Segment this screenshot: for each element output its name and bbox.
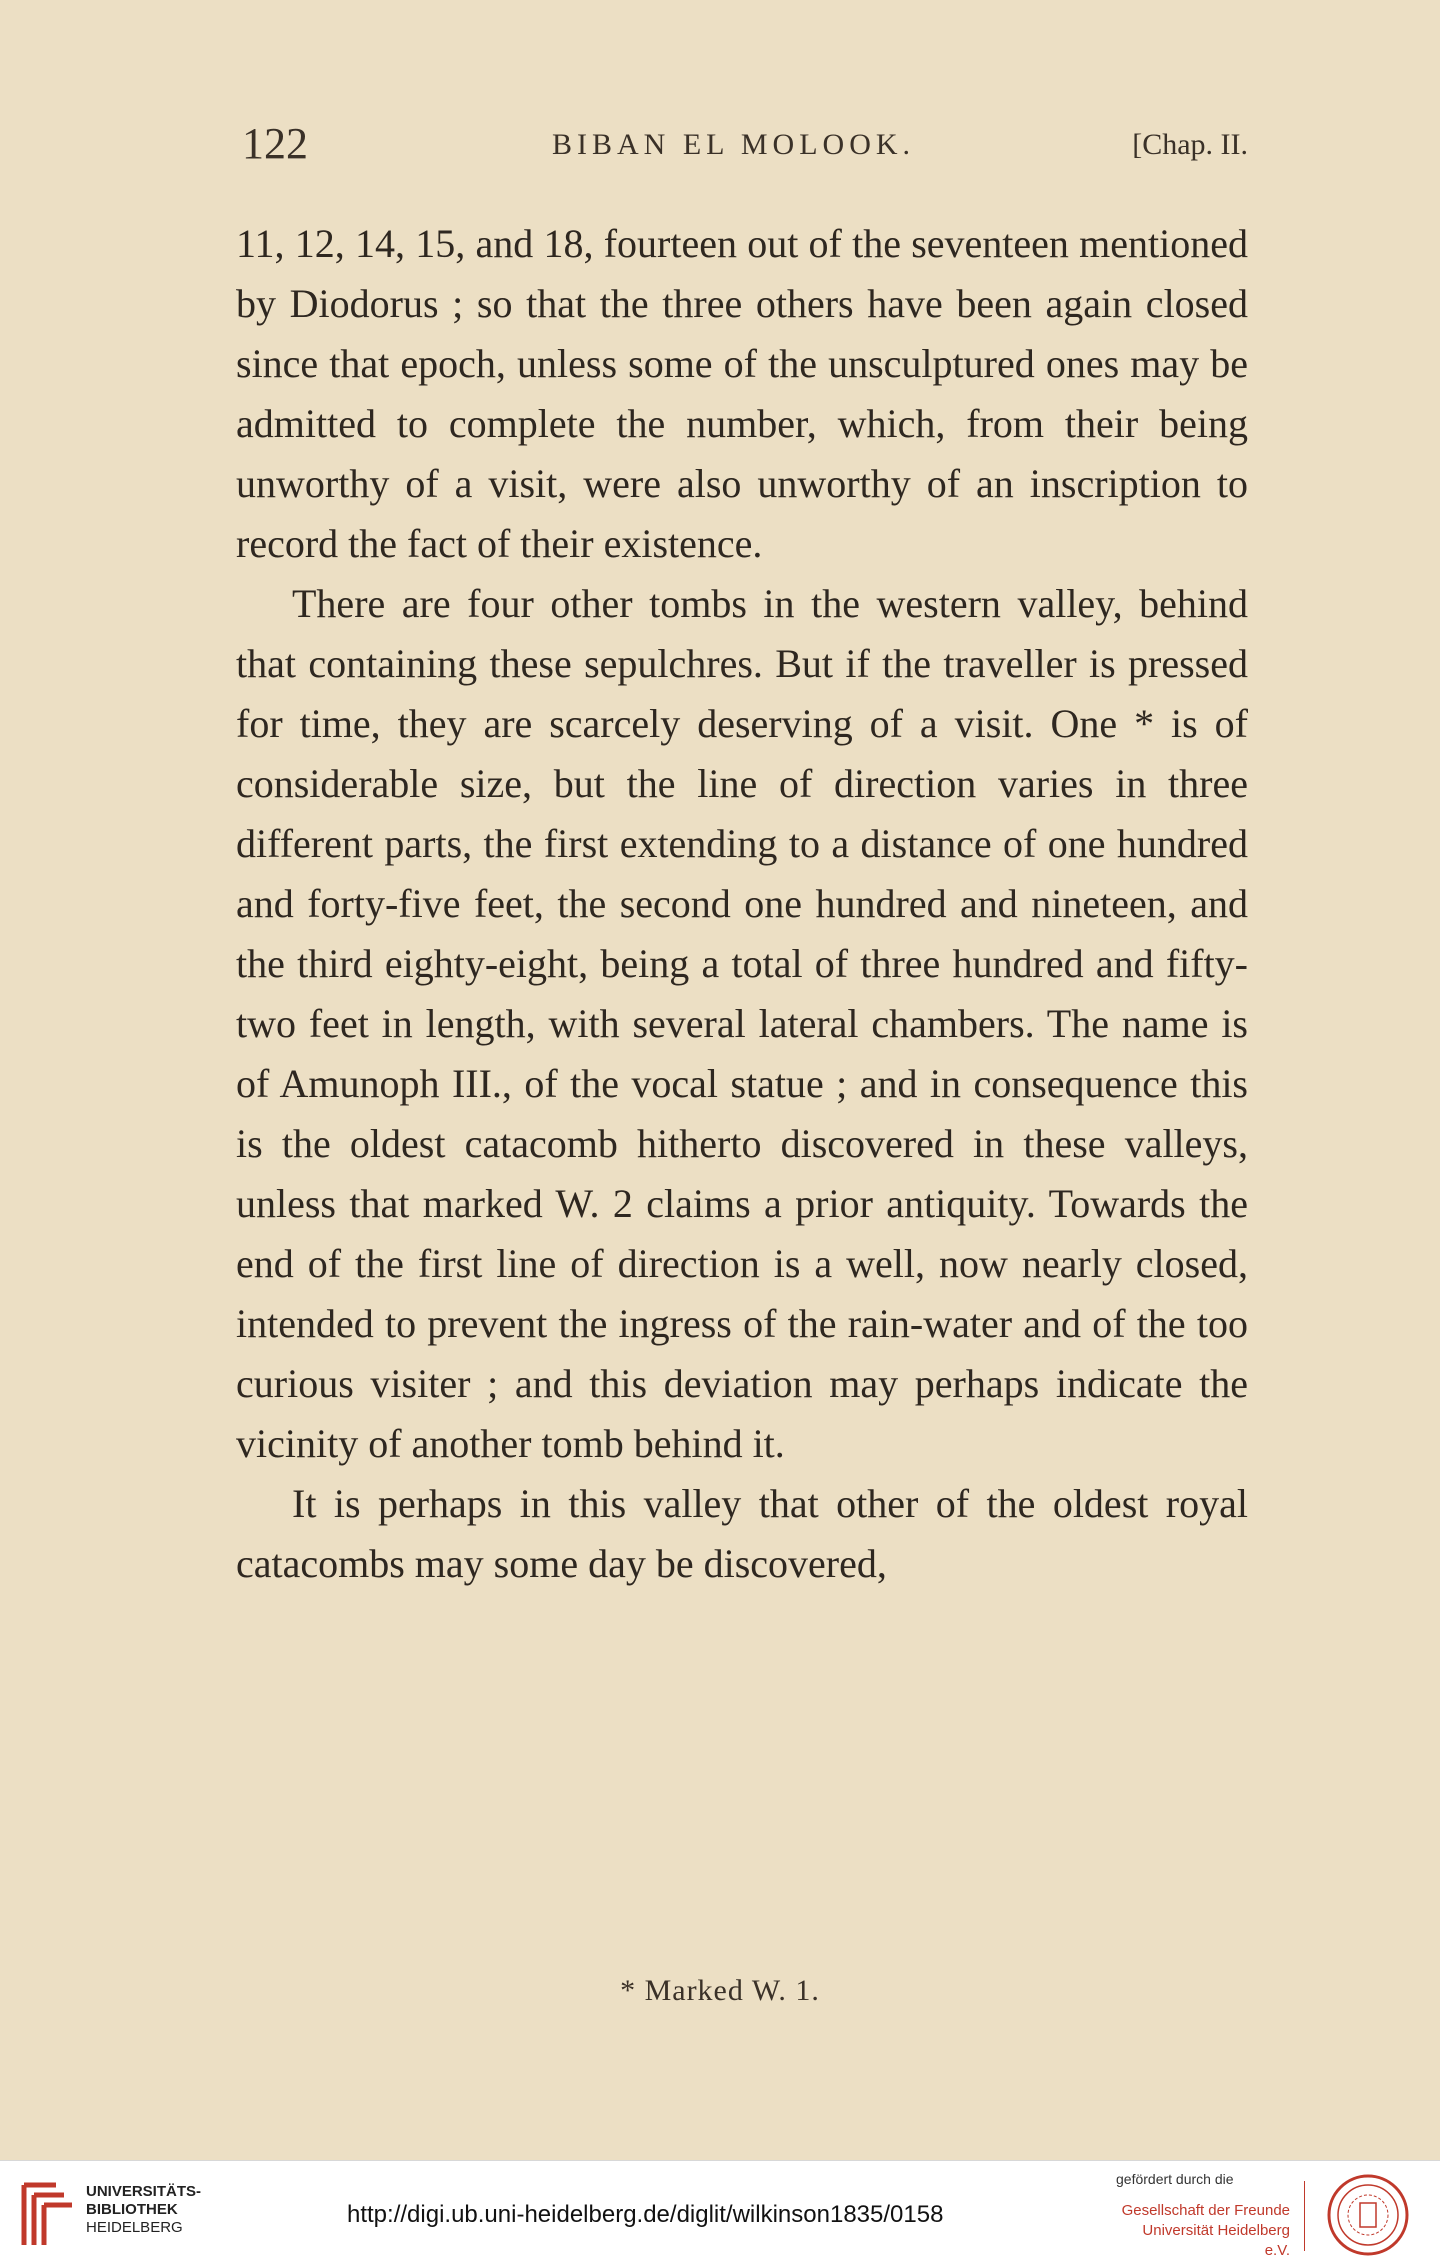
library-name-line1: UNIVERSITÄTS-: [86, 2183, 202, 2200]
footnote: * Marked W. 1.: [620, 1974, 820, 2007]
page-header: [242, 118, 1248, 178]
paragraph-1: 11, 12, 14, 15, and 18, fourteen out of the seventeen mentioned by Diodorus ; so that the three others have been again closed since that epoch, unless some of the unsculptured ones may be admitted to complete the number, which, from their being unworthy of a visit, were also unworthy of an inscription to record the fact of their existence.: [236, 221, 1248, 566]
funded-by-label: gefördert durch die: [1116, 2171, 1234, 2187]
library-name-line3: HEIDELBERG: [86, 2219, 183, 2236]
library-name: [86, 2183, 201, 2237]
source-url-link[interactable]: http://digi.ub.uni-heidelberg.de/diglit/wilkinson1835/0158: [347, 2201, 944, 2228]
society-name-line2: Universität Heidelberg e.V.: [1142, 2222, 1290, 2259]
chapter-label: [Chap. II.: [1132, 128, 1248, 161]
society-name-line1: Gesellschaft der Freunde: [1121, 2202, 1290, 2219]
society-name: [1120, 2201, 1290, 2261]
library-logo-icon: [16, 2179, 78, 2251]
running-title: BIBAN EL MOLOOK.: [552, 128, 916, 161]
university-seal-icon: [1326, 2173, 1410, 2257]
library-name-line2: BIBLIOTHEK: [86, 2201, 178, 2218]
body-text: [236, 214, 1248, 1594]
page-number: 122: [242, 119, 308, 168]
digitization-footer: [0, 2160, 1440, 2267]
paragraph-3: It is perhaps in this valley that other of the oldest royal catacombs may some day be discovered,: [236, 1481, 1248, 1586]
paragraph-2: There are four other tombs in the western valley, behind that containing these sepulchres. But if the traveller is pressed for time, they are scarcely deserving of a visit. One * is of considerable size, but the line of direction varies in three different parts, the first extending to a distance of one hundred and forty-five feet, the second one hundred and nineteen, and the third eighty-eight, being a total of three hundred and fifty-two feet in length, with several lateral chambers. The name is of Amunoph III., of the vocal statue ; and in consequence this is the oldest catacomb hitherto discovered in these valleys, unless that marked W. 2 claims a prior antiquity. Towards the end of the first line of direction is a well, now nearly closed, intended to prevent the ingress of the rain-water and of the too curious visiter ; and this deviation may perhaps indicate the vicinity of another tomb behind it.: [236, 581, 1248, 1466]
footer-divider: [1304, 2181, 1305, 2251]
